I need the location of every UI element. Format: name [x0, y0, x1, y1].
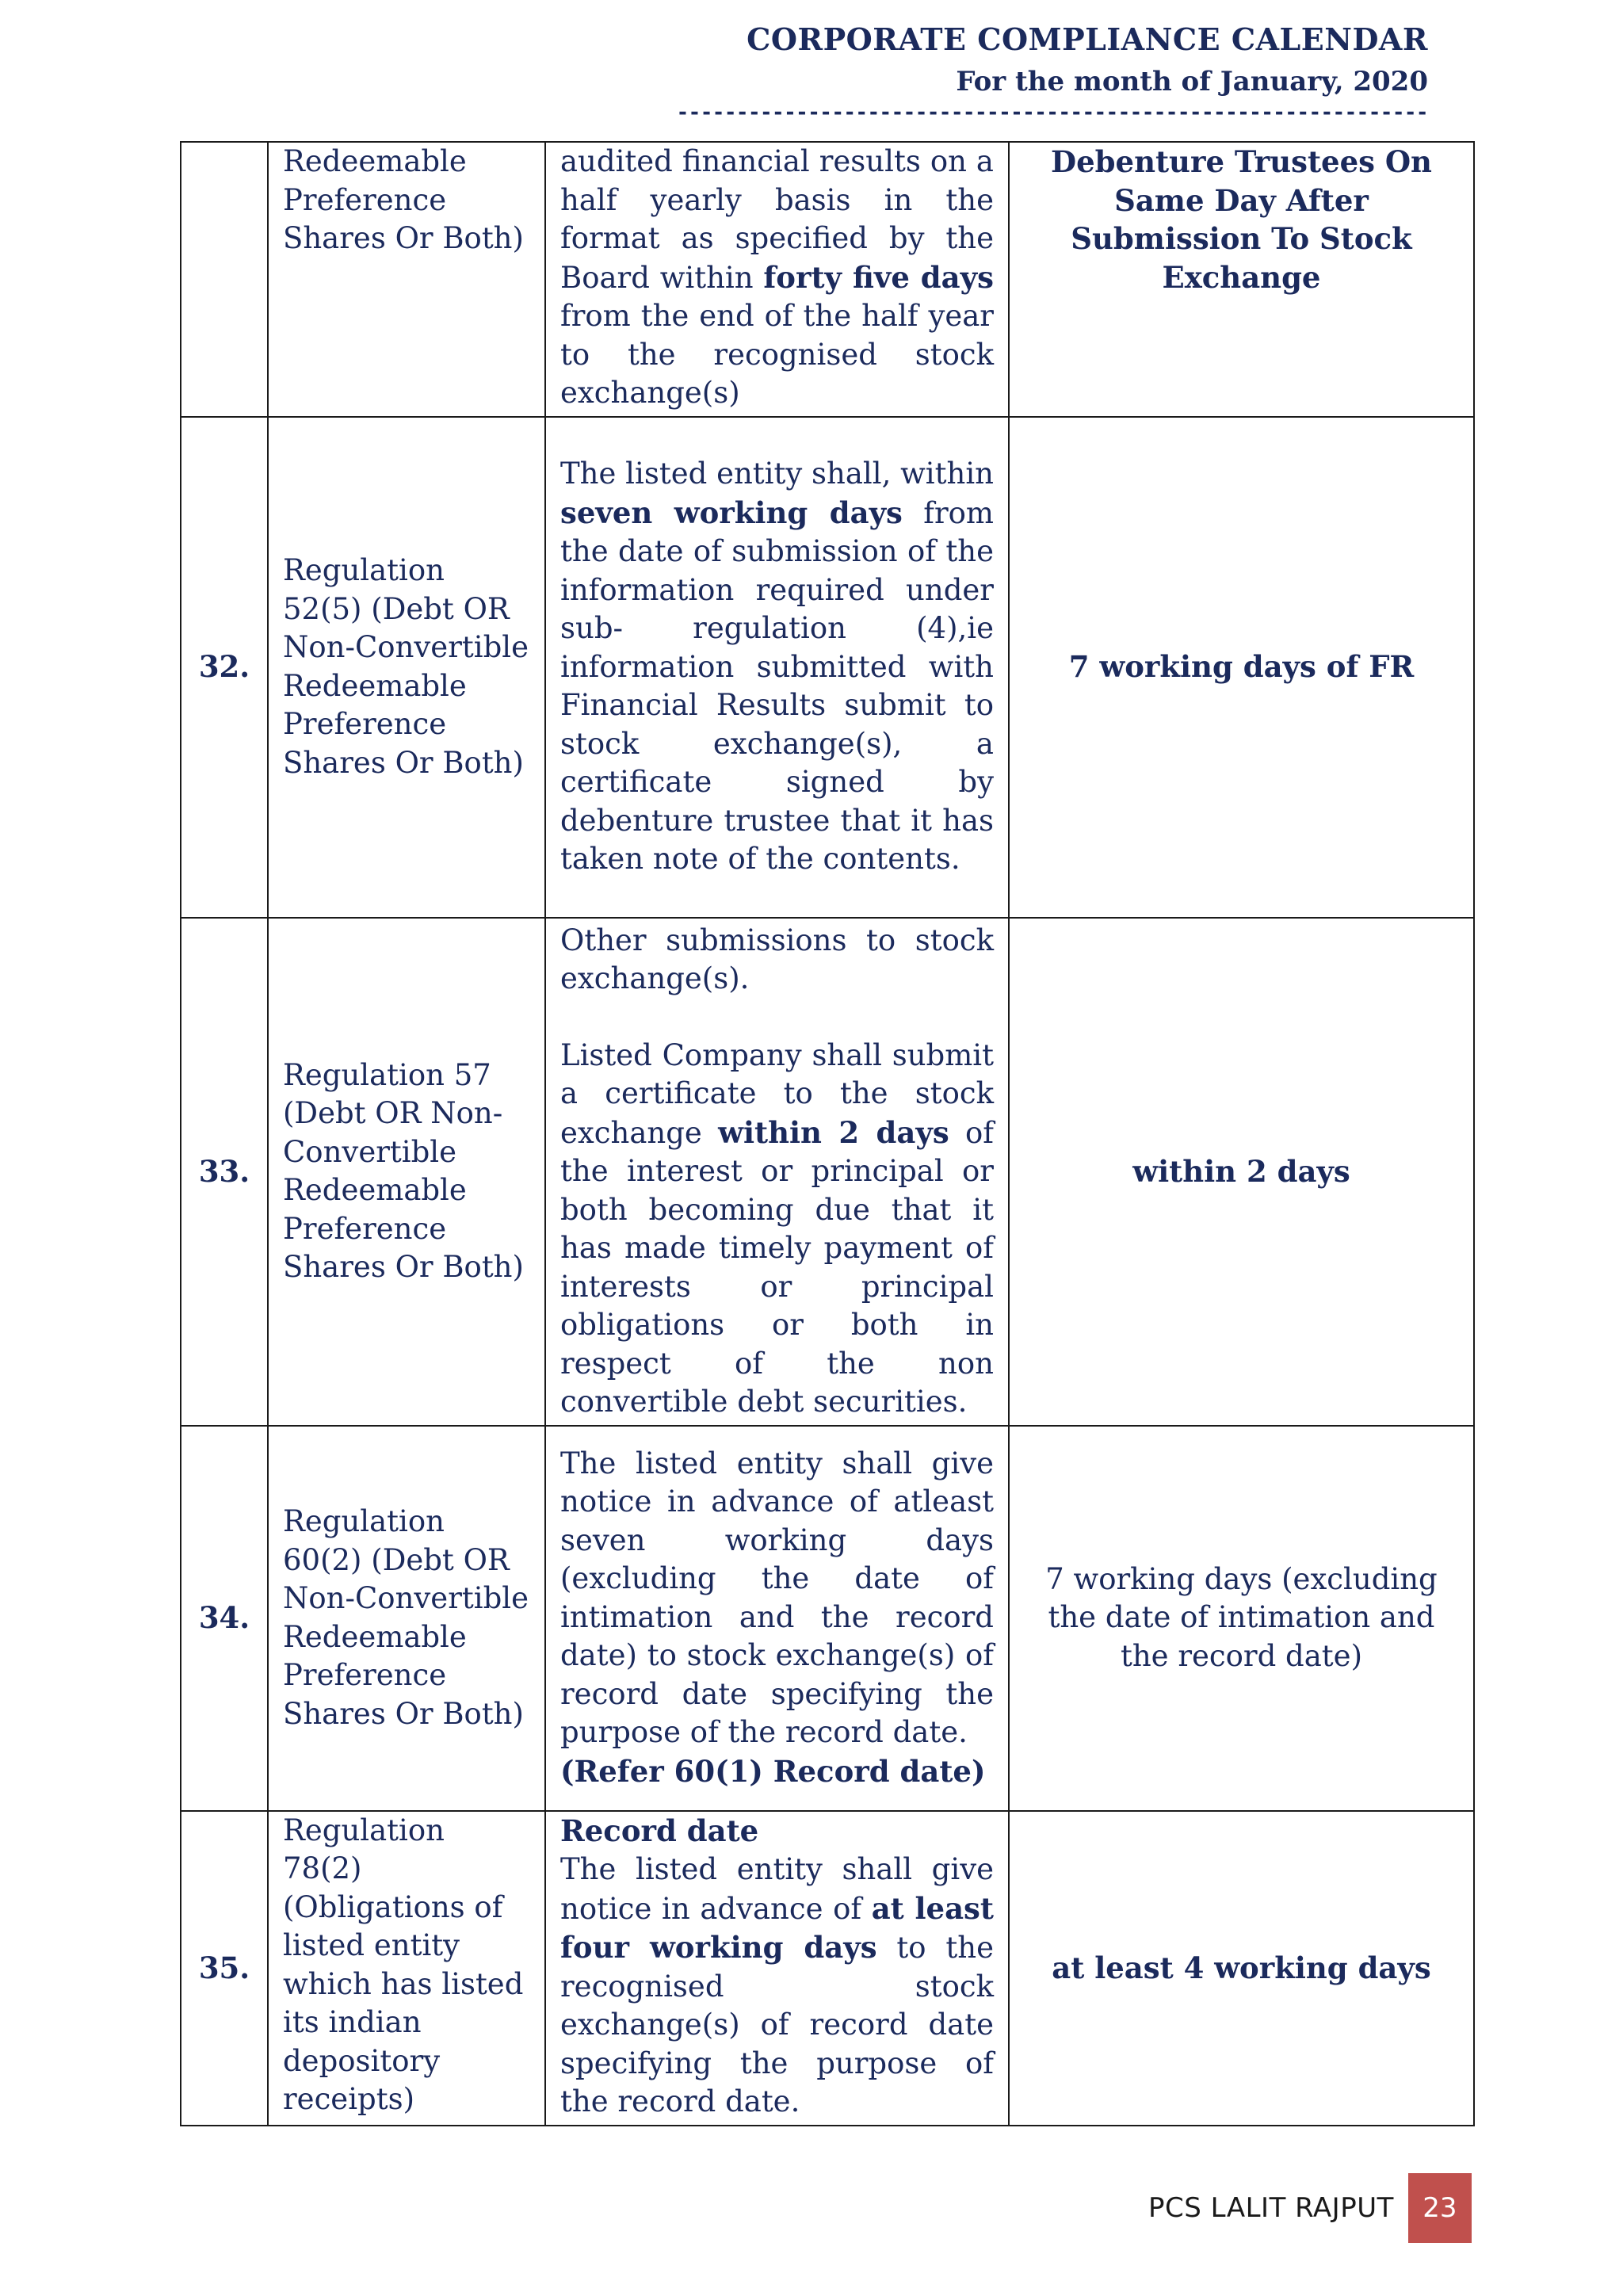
table-row — [181, 417, 1474, 918]
document-title: CORPORATE COMPLIANCE CALENDAR — [747, 21, 1428, 57]
regulation-cell: Regulation 52(5) (Debt OR Non-Convertible Redeemable Preference Shares Or Both) — [268, 417, 545, 918]
description-text: Listed Company shall submit a certificate to the stock exchange — [560, 1037, 994, 1150]
serial-number: 32. — [181, 417, 268, 918]
header-divider: --------------------------------------------------------------- — [676, 101, 1428, 124]
regulation-cell: Redeemable Preference Shares Or Both) — [268, 142, 545, 417]
description-emphasis: (Refer 60(1) Record date) — [560, 1753, 986, 1789]
description-text: from the date of submission of the information required under sub- regulation (4),ie information submitted with Financial Results submit to stock exchange(s), a certificate signed by debenture trustee that it has taken note of the contents. — [560, 495, 994, 877]
description-text: of the interest or principal or both becoming due that it has made timely payment of interests or principal obligations or both in respect of the non convertible debt securities. — [560, 1115, 994, 1419]
table-row — [181, 1426, 1474, 1811]
regulation-cell: Regulation 78(2) (Obligations of listed entity which has listed its indian depository receipts) — [268, 1811, 545, 2126]
description-text: audited financial results on a half yearly basis in the format as specified by the Board within — [560, 144, 994, 295]
description-text: The listed entity shall give notice in advance of — [560, 1852, 994, 1926]
description-text: from the end of the half year to the recognised stock exchange(s) — [560, 299, 994, 410]
serial-number: 35. — [181, 1811, 268, 2126]
description-cell — [545, 1426, 1009, 1811]
due-date-cell: Debenture Trustees On Same Day After Submission To Stock Exchange — [1009, 142, 1474, 417]
description-intro: Other submissions to stock exchange(s). — [560, 923, 994, 995]
page-footer — [1148, 2173, 1472, 2243]
due-date-cell: at least 4 working days — [1009, 1811, 1474, 2126]
page-header — [677, 17, 1428, 124]
description-text: The listed entity shall give notice in advance of atleast seven working days (excluding the date of intimation and the record date) to stock exchange(s) of record date specifying the purpose of the record date. — [560, 1446, 994, 1750]
description-cell — [545, 417, 1009, 918]
page-number-badge: 23 — [1408, 2173, 1472, 2243]
regulation-cell: Regulation 57 (Debt OR Non-Convertible Redeemable Preference Shares Or Both) — [268, 918, 545, 1426]
document-subtitle: For the month of January, 2020 — [956, 66, 1428, 97]
description-cell — [545, 1811, 1009, 2126]
description-text: The listed entity shall, within — [560, 457, 994, 491]
table-row — [181, 918, 1474, 1426]
table-row — [181, 142, 1474, 417]
due-date-cell: 7 working days of FR — [1009, 417, 1474, 918]
description-cell — [545, 142, 1009, 417]
description-emphasis: seven working days — [560, 495, 903, 530]
regulation-cell: Regulation 60(2) (Debt OR Non-Convertible Redeemable Preference Shares Or Both) — [268, 1426, 545, 1811]
description-text: to the recognised stock exchange(s) of record date specifying the purpose of the record date. — [560, 1931, 994, 2118]
description-heading: Record date — [560, 1813, 759, 1848]
description-emphasis: forty five days — [763, 259, 994, 295]
table-row — [181, 1811, 1474, 2126]
compliance-table — [180, 141, 1475, 2126]
serial-number: 34. — [181, 1426, 268, 1811]
description-cell — [545, 918, 1009, 1426]
due-date-cell: 7 working days (excluding the date of intimation and the record date) — [1009, 1426, 1474, 1811]
due-date-cell: within 2 days — [1009, 918, 1474, 1426]
serial-number — [181, 142, 268, 417]
description-emphasis: within 2 days — [718, 1114, 949, 1150]
description-emphasis: at least four working days — [560, 1890, 994, 1965]
serial-number: 33. — [181, 918, 268, 1426]
footer-author: PCS LALIT RAJPUT — [1148, 2192, 1394, 2224]
